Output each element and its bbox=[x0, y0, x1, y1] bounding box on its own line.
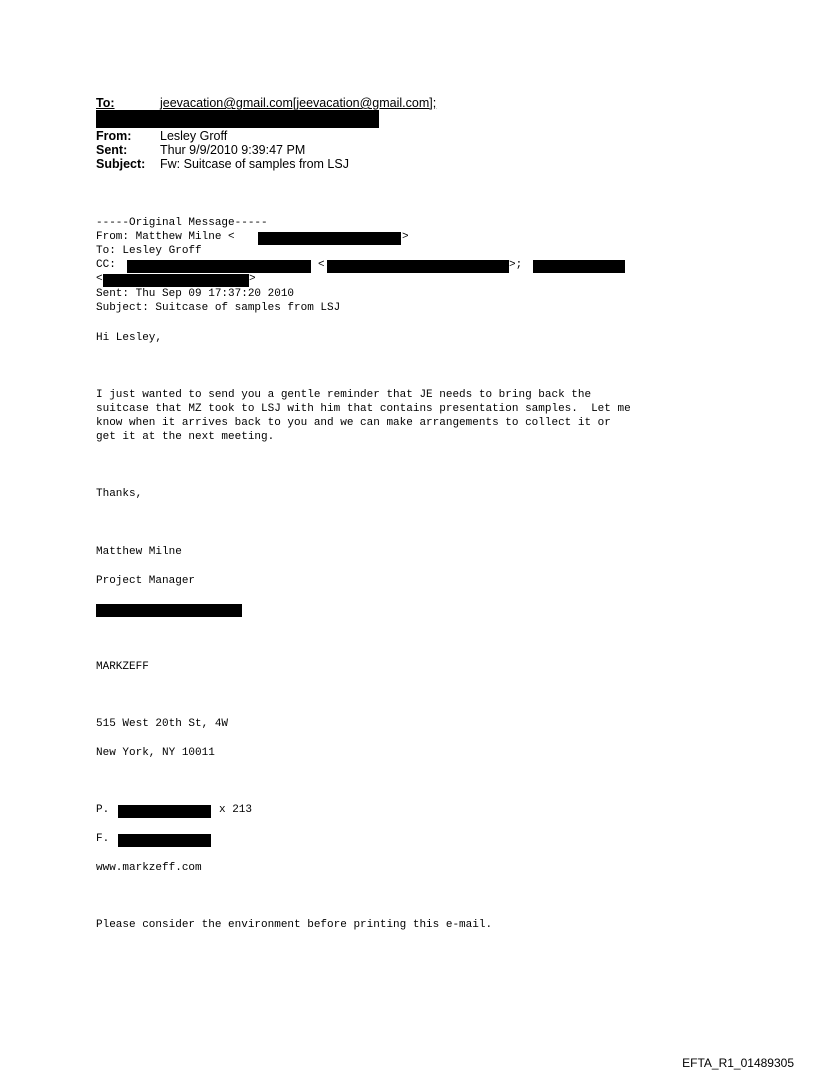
original-from-prefix: From: Matthew Milne < bbox=[96, 231, 235, 243]
signature-company: MARKZEFF bbox=[96, 661, 149, 673]
redaction-cc-name-1 bbox=[127, 260, 311, 273]
original-to-line: To: Lesley Groff bbox=[96, 245, 202, 257]
from-label: From: bbox=[96, 129, 132, 143]
body-paragraph-line-2: suitcase that MZ took to LSJ with him that contains presentation samples. Let me bbox=[96, 403, 631, 415]
signature-name: Matthew Milne bbox=[96, 546, 182, 558]
body-paragraph-line-3: know when it arrives back to you and we can make arrangements to collect it or bbox=[96, 417, 611, 429]
cc2-open-bracket: < bbox=[96, 273, 103, 285]
subject-label: Subject: bbox=[96, 157, 146, 171]
redaction-sender-email bbox=[258, 232, 401, 245]
signature-address-line-2: New York, NY 10011 bbox=[96, 747, 215, 759]
subject-value: Fw: Suitcase of samples from LSJ bbox=[160, 157, 349, 171]
cc-close-bracket: >; bbox=[509, 259, 523, 271]
to-label: To: bbox=[96, 96, 115, 110]
original-message-divider: -----Original Message----- bbox=[96, 217, 268, 229]
redaction-fax-number bbox=[118, 834, 211, 847]
signature-address-line-1: 515 West 20th St, 4W bbox=[96, 718, 229, 730]
body-paragraph-line-1: I just wanted to send you a gentle reminder that JE needs to bring back the bbox=[96, 389, 592, 401]
body-paragraph-line-4: get it at the next meeting. bbox=[96, 431, 275, 443]
sent-label: Sent: bbox=[96, 143, 128, 157]
document-id-stamp: EFTA_R1_01489305 bbox=[682, 1056, 794, 1070]
original-sent-line: Sent: Thu Sep 09 17:37:20 2010 bbox=[96, 288, 295, 300]
redaction-cc-name-2 bbox=[533, 260, 625, 273]
sent-value: Thur 9/9/2010 9:39:47 PM bbox=[160, 143, 306, 157]
original-subject-line: Subject: Suitcase of samples from LSJ bbox=[96, 302, 341, 314]
original-from-suffix: > bbox=[402, 231, 409, 243]
signature-title: Project Manager bbox=[96, 575, 196, 587]
body-greeting: Hi Lesley, bbox=[96, 332, 163, 344]
from-value: Lesley Groff bbox=[160, 129, 228, 143]
redaction-cc-email-2 bbox=[103, 274, 249, 287]
environment-disclaimer: Please consider the environment before printing this e-mail. bbox=[96, 919, 493, 931]
signature-phone-prefix: P. bbox=[96, 804, 110, 816]
to-email-link[interactable]: jeevacation@gmail.com[jeevacation@gmail.com]; bbox=[160, 96, 437, 110]
original-cc-label: CC: bbox=[96, 259, 116, 271]
redaction-to-recipient bbox=[96, 110, 379, 128]
redaction-cc-email-1 bbox=[327, 260, 509, 273]
redaction-signature-line bbox=[96, 604, 242, 617]
signature-fax-prefix: F. bbox=[96, 833, 110, 845]
signature-website-link[interactable]: www.markzeff.com bbox=[96, 862, 202, 874]
body-thanks: Thanks, bbox=[96, 488, 143, 500]
signature-phone-extension: x 213 bbox=[219, 804, 253, 816]
cc2-close-bracket: > bbox=[249, 273, 256, 285]
redaction-phone-number bbox=[118, 805, 211, 818]
to-value bbox=[160, 96, 436, 110]
cc-open-bracket: < bbox=[318, 259, 325, 271]
